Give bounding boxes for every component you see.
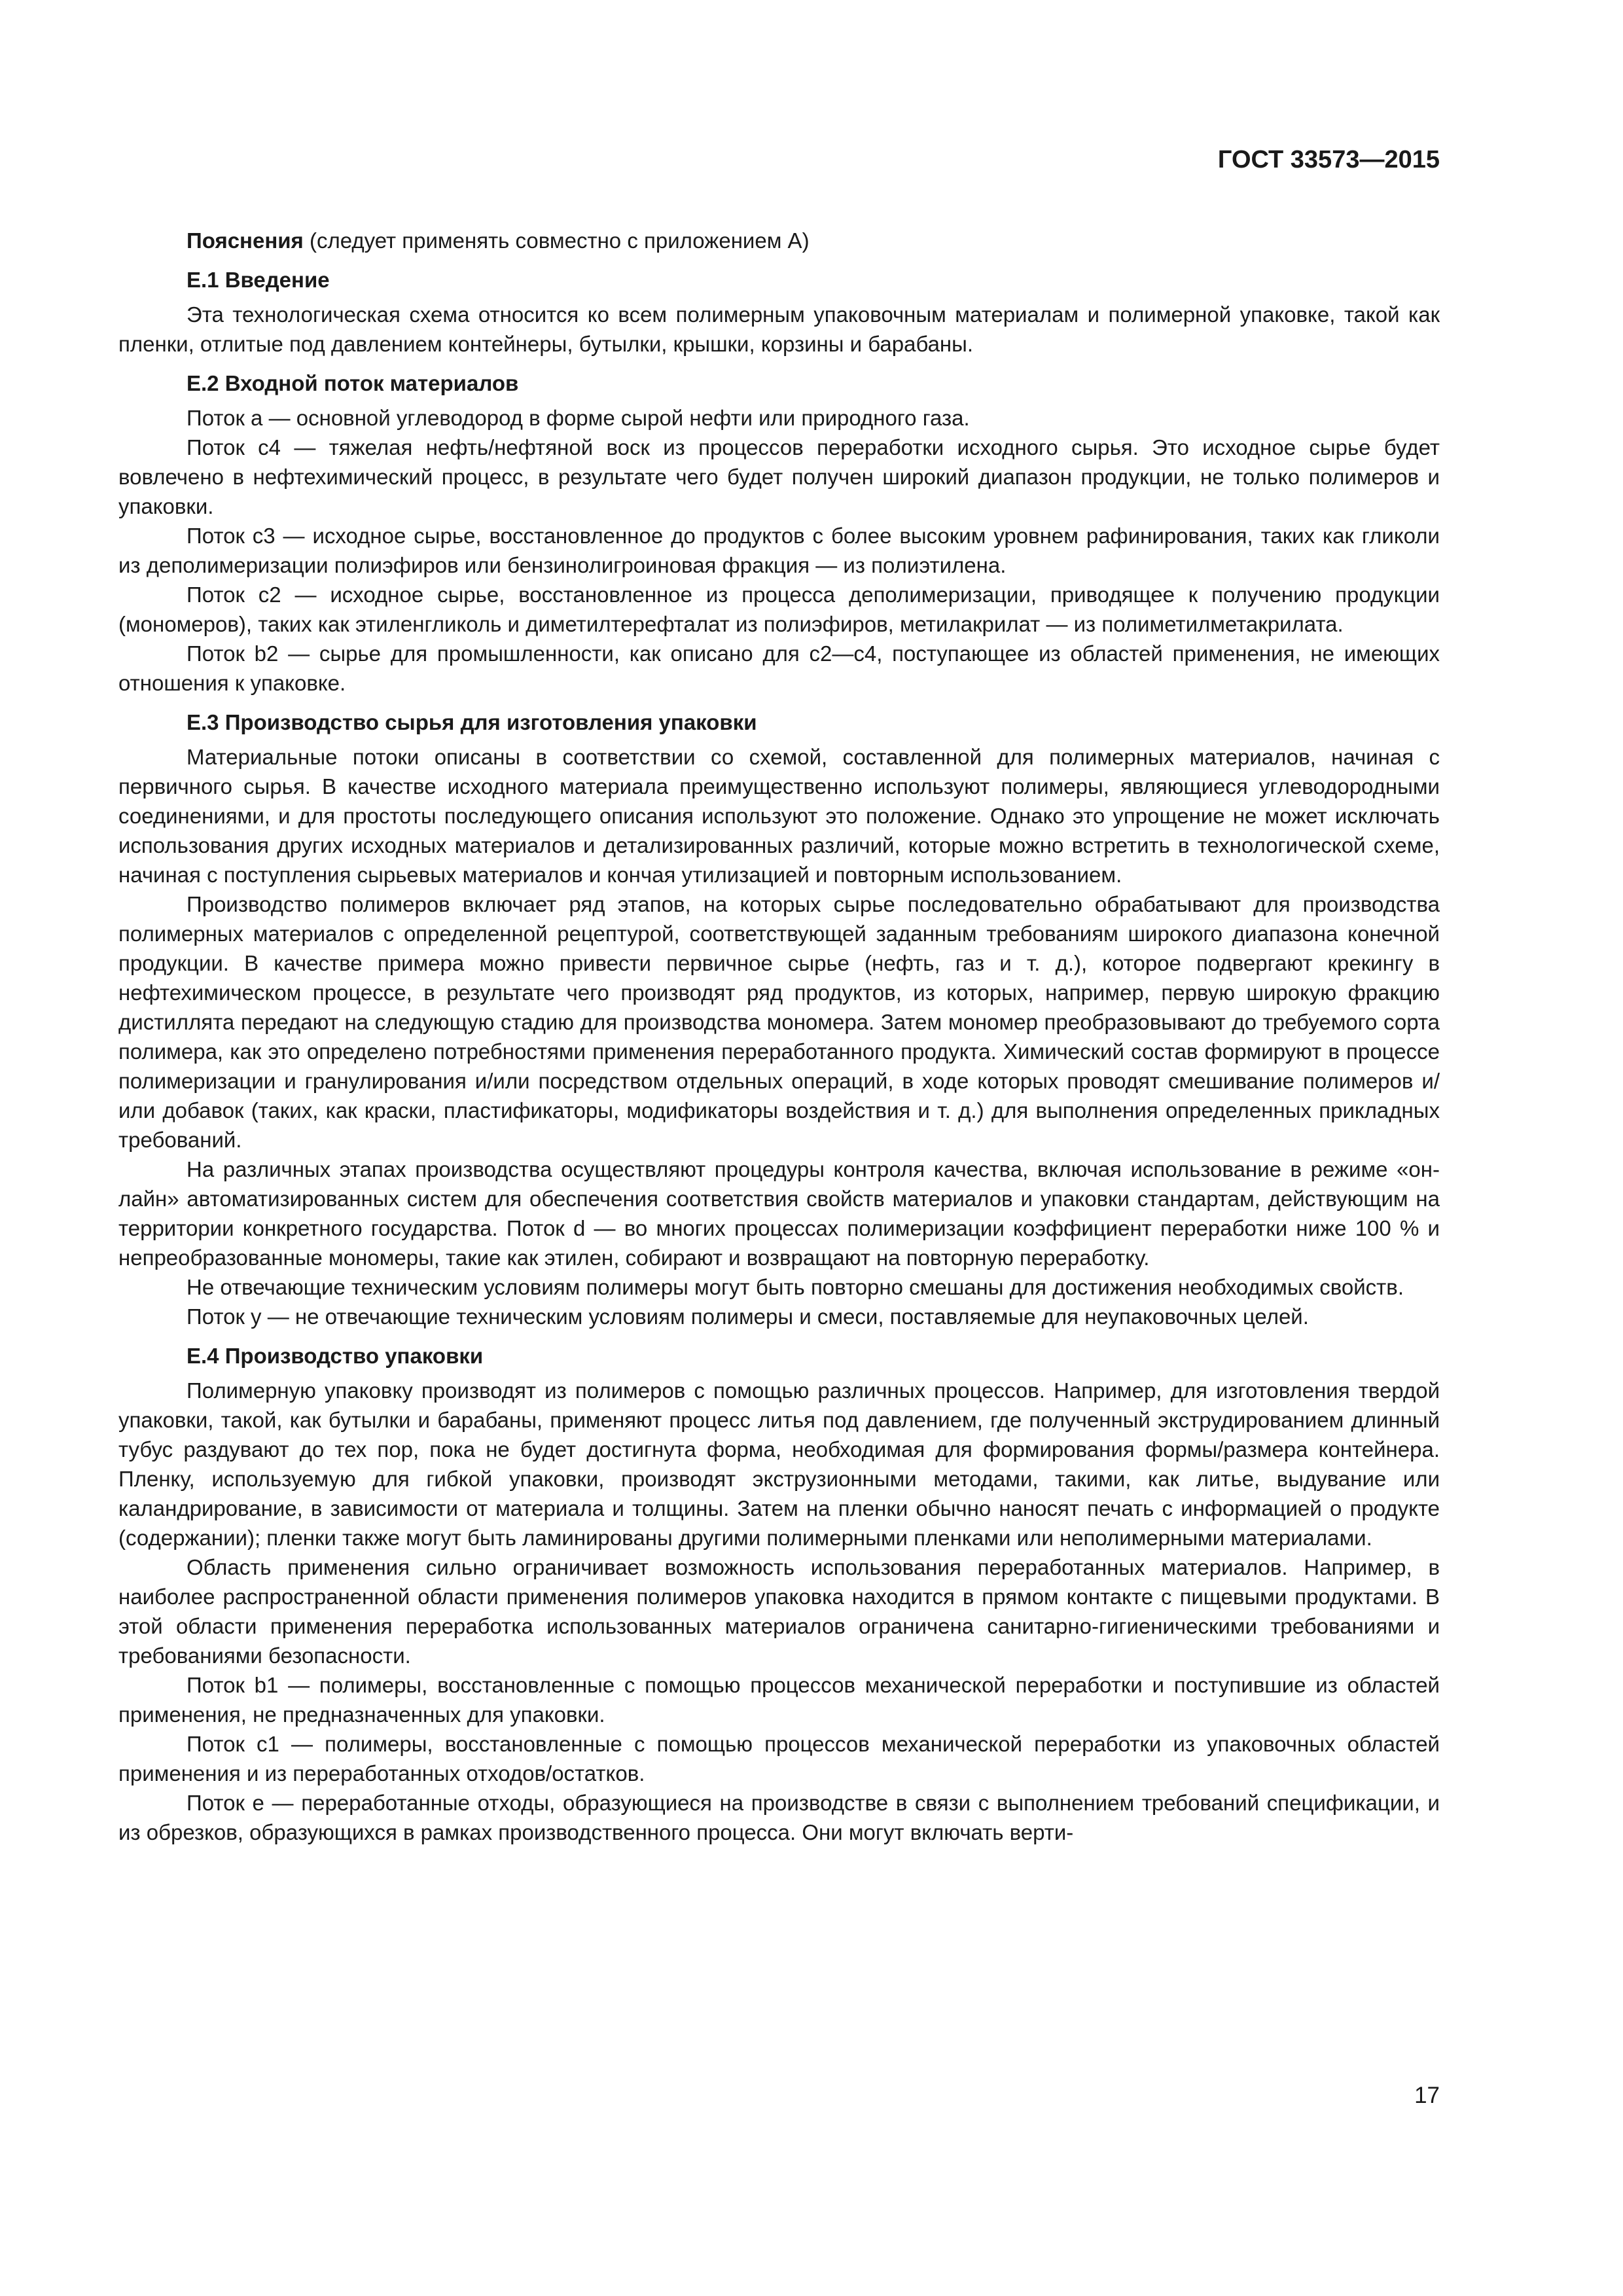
section-e3-paragraph-1: Материальные потоки описаны в соответствии со схемой, составленной для полимерных материалов, начиная с первичного сырья. В качестве исходного материала преимущественно используют полимеры, являющиеся углеводородными соединениями, и для простоты последующего описания используют это положение. Однако это упрощение не может исключать использования других исходных материалов и детализированных различий, которые можно встретить в технологической схеме, начиная с поступления сырьевых материалов и кончая утилизацией и повторным использованием.	[118, 745, 1440, 887]
section-e4-paragraph-4: Поток c1 — полимеры, восстановленные с помощью процессов механической переработки из упаковочных областей применения и из переработанных отходов/остатков.	[118, 1732, 1440, 1785]
section-e2-paragraph-2: Поток c4 — тяжелая нефть/нефтяной воск из процессов переработки исходного сырья. Это исходное сырье будет вовлечено в нефтехимический процесс, в результате чего будет получен широкий диапазон продукции, не только полимеров и упаковки.	[118, 435, 1440, 518]
section-e1-title: Е.1 Введение	[187, 268, 330, 292]
explanations-line	[118, 226, 1440, 255]
section-e2-paragraph-4: Поток c2 — исходное сырье, восстановленное из процесса деполимеризации, приводящее к получению продукции (мономеров), таких как этиленгликоль и диметилтерефталат из полиэфиров, метилакрилат — из полиметилметакрилата.	[118, 583, 1440, 636]
section-e3-title: Е.3 Производство сырья для изготовления упаковки	[187, 710, 757, 734]
document-body	[118, 226, 1440, 1847]
explanations-label: Пояснения	[187, 228, 304, 253]
section-e3-paragraph-3: На различных этапах производства осуществляют процедуры контроля качества, включая использование в режиме «он-лайн» автоматизированных систем для обеспечения соответствия свойств материалов и упаковки стандартам, действующим на территории конкретного государства. Поток d — во многих процессах полимеризации коэффициент переработки ниже 100 % и непреобразованные мономеры, такие как этилен, собирают и возвращают на повторную переработку.	[118, 1157, 1440, 1270]
section-e2-paragraph-1: Поток a — основной углеводород в форме сырой нефти или природного газа.	[187, 406, 970, 430]
section-e2-title: Е.2 Входной поток материалов	[187, 371, 519, 395]
section-e3-paragraph-5: Поток y — не отвечающие техническим условиям полимеры и смеси, поставляемые для неупаковочных целей.	[187, 1304, 1309, 1329]
explanations-text: (следует применять совместно с приложением А)	[303, 228, 810, 253]
section-e4-paragraph-1: Полимерную упаковку производят из полимеров с помощью различных процессов. Например, для изготовления твердой упаковки, такой, как бутылки и барабаны, применяют процесс литья под давлением, где полученный экструдированием длинный тубус раздувают до тех пор, пока не будет достигнута форма, необходимая для формирования формы/размера контейнера. Пленку, используемую для гибкой упаковки, производят экструзионными методами, такими, как литье, выдувание или каландрирование, в зависимости от материала и толщины. Затем на пленки обычно наносят печать с информацией о продукте (содержании); пленки также могут быть ламинированы другими полимерными пленками или неполимерными материалами.	[118, 1378, 1440, 1550]
section-e3-paragraph-2: Производство полимеров включает ряд этапов, на которых сырье последовательно обрабатывают для производства полимерных материалов с определенной рецептурой, соответствующей заданным требованиям широкого диапазона конечной продукции. В качестве примера можно привести первичное сырье (нефть, газ и т. д.), которое подвергают крекингу в нефтехимическом процессе, в результате чего производят ряд продуктов, из которых, например, первую широкую фракцию дистиллята передают на следующую стадию для производства мономера. Затем мономер преобразовывают до требуемого сорта полимера, как это определено потребностями применения переработанного продукта. Химический состав формируют в процессе полимеризации и гранулирования и/или посредством отдельных операций, в ходе которых проводят смешивание полимеров и/или добавок (таких, как краски, пластификаторы, модификаторы воздействия и т. д.) для выполнения определенных прикладных требований.	[118, 892, 1440, 1152]
document-code: ГОСТ 33573—2015	[1217, 146, 1440, 173]
section-e3-paragraph-4: Не отвечающие техническим условиям полимеры могут быть повторно смешаны для достижения необходимых свойств.	[187, 1275, 1404, 1299]
section-e4-paragraph-2: Область применения сильно ограничивает возможность использования переработанных материалов. Например, в наиболее распространенной области применения полимеров упаковка находится в прямом контакте с пищевыми продуктами. В этой области применения переработка использованных материалов ограничена санитарно-гигиеническими требованиями и требованиями безопасности.	[118, 1555, 1440, 1668]
page-number: 17	[1414, 2083, 1440, 2108]
section-e4-title: Е.4 Производство упаковки	[187, 1344, 484, 1368]
section-e1-paragraph: Эта технологическая схема относится ко всем полимерным упаковочным материалам и полимерной упаковке, такой как пленки, отлитые под давлением контейнеры, бутылки, крышки, корзины и барабаны.	[118, 302, 1440, 356]
section-e2-paragraph-3: Поток c3 — исходное сырье, восстановленное до продуктов с более высоким уровнем рафинирования, таких как гликоли из деполимеризации полиэфиров или бензинолигроиновая фракция — из полиэтилена.	[118, 524, 1440, 577]
section-e4-paragraph-5: Поток e — переработанные отходы, образующиеся на производстве в связи с выполнением требований спецификации, и из обрезков, образующихся в рамках производственного процесса. Они могут включать верти-	[118, 1791, 1440, 1844]
section-e2-paragraph-5: Поток b2 — сырье для промышленности, как описано для c2—c4, поступающее из областей применения, не имеющих отношения к упаковке.	[118, 641, 1440, 695]
section-e4-paragraph-3: Поток b1 — полимеры, восстановленные с помощью процессов механической переработки и поступившие из областей применения, не предназначенных для упаковки.	[118, 1673, 1440, 1727]
